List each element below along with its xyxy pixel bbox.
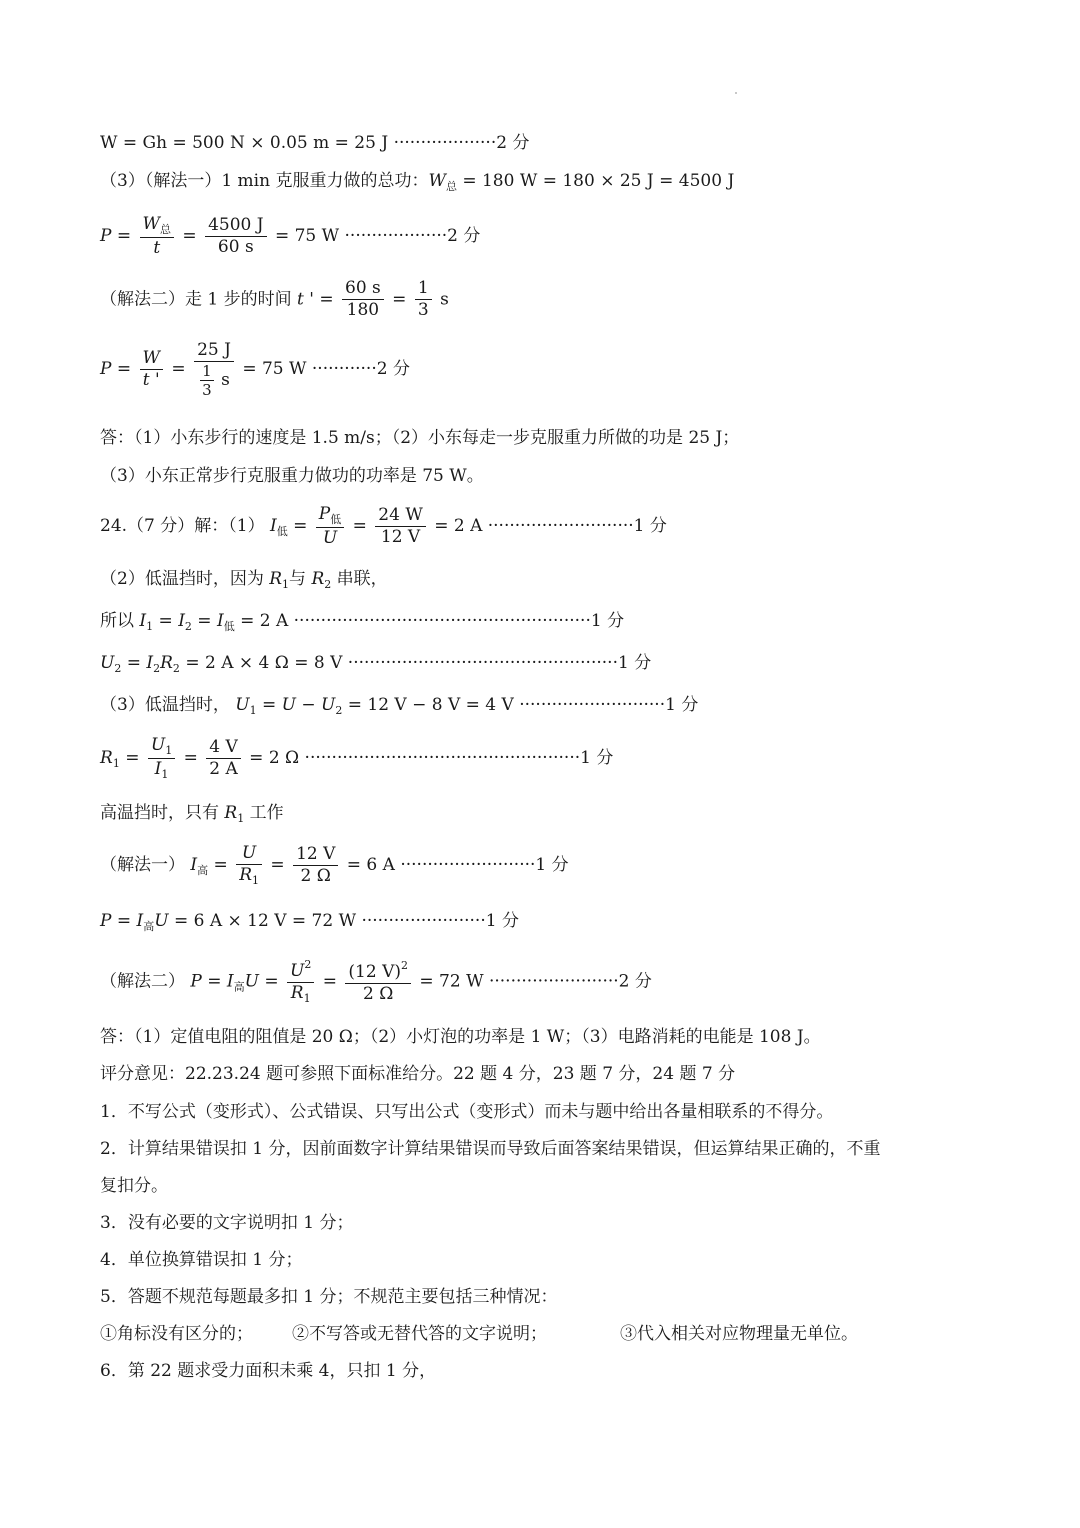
rule-5: 5．答题不规范每题最多扣 1 分；不规范主要包括三种情况： [100,1287,558,1307]
q24-part1: 24.（7 分）解：（1） $I_低$ = $\frac{P_低}{U}$ = $\frac{24 W}{12 V}$ = 2 A ···························1 分 [100,504,667,548]
rule-1: 1．不写公式（变形式）、公式错误、只写出公式（变形式）而未与题中给出各量相联系的不得分。 [100,1102,834,1122]
method-one-total-work: （3）（解法一）1 min 克服重力做的总功：$W_总 = 180$ W = 180 × 25 J = 4500 J [100,171,735,193]
q24-high-power-1: $P = I_高U = 6$ A × 12 V = 72 W ·······················1 分 [100,911,519,933]
rule-2a: 2．计算结果错误扣 1 分，因前面数字计算结果错误而导致后面答案结果错误，但运算结果正确的，不重 [100,1139,881,1159]
rule-2b: 复扣分。 [100,1176,168,1196]
answer-line-2: （3）小东正常步行克服重力做功的功率是 75 W。 [100,466,484,486]
scan-speck [735,92,737,94]
q24-r1-calc: $R_1$ = $\frac{U_1}{I_1}$ = $\frac{4 V}{2 A}$ = 2 Ω ···················································1 分 [100,735,614,781]
rule-6: 6．第 22 题求受力面积未乘 4，只扣 1 分， [100,1361,437,1381]
rule-5a: ①角标没有区分的； [100,1324,253,1344]
power-formula-1: P = $\frac{W_总}{t}$ = $\frac{4500 J}{60 s}$ = 75 W ···················2 分 [100,214,481,258]
rule-3: 3．没有必要的文字说明扣 1 分； [100,1213,354,1233]
q24-current-equal: 所以 $I_1 = I_2 = I_低 = 2$ A ·······················································1 分 [100,611,625,633]
rule-4: 4．单位换算错误扣 1 分； [100,1250,303,1270]
answer-line-3: 答：（1）定值电阻的阻值是 20 Ω；（2）小灯泡的功率是 1 W；（3）电路消耗的电能是 108 J。 [100,1027,821,1047]
q24-part2-intro: （2）低温挡时，因为 $R_1$与 $R_2$ 串联， [100,569,388,591]
rule-5b: ②不写答或无替代答的文字说明； [292,1324,547,1344]
method-two-step-time: （解法二）走 1 步的时间 t ' = $\frac{60 s}{180}$ = $\frac{1}{3}$ s [100,278,449,321]
q24-part3-u1: （3）低温挡时， $U_1 = U - U_2 = 12$ V − 8 V = 4 V ···························1 分 [100,695,699,717]
rule-5c: ③代入相关对应物理量无单位。 [620,1324,858,1344]
q24-high-temp: 高温挡时，只有 $R_1$ 工作 [100,803,284,825]
power-formula-2: P = $\frac{W}{t '}$ = 25 J $\frac{1}{3}$ s = 75 W ············2 分 [100,340,410,400]
work-formula-line: W = Gh = 500 N × 0.05 m = 25 J ···················2 分 [100,133,530,153]
answer-line-1: 答：（1）小东步行的速度是 1.5 m/s；（2）小东每走一步克服重力所做的功是 25 J； [100,428,740,448]
q24-high-power-2: （解法二） $P = I_高U$ = $\frac{U^2}{R_1}$ = $\frac{(12 V)^2}{2 \Omega}$ = 72 W ························2 分 [100,958,652,1006]
score-title: 评分意见：22.23.24 题可参照下面标准给分。22 题 4 分，23 题 7 分，24 题 7 分 [100,1064,736,1084]
q24-voltage-u2: $U_2 = I_2R_2 = 2$ A × 4 Ω = 8 V ··················································1 分 [100,653,652,675]
q24-high-current: （解法一） $I_高$ = $\frac{U}{R_1}$ = $\frac{12 V}{2 \Omega}$ = 6 A ·························1 分 [100,843,569,888]
